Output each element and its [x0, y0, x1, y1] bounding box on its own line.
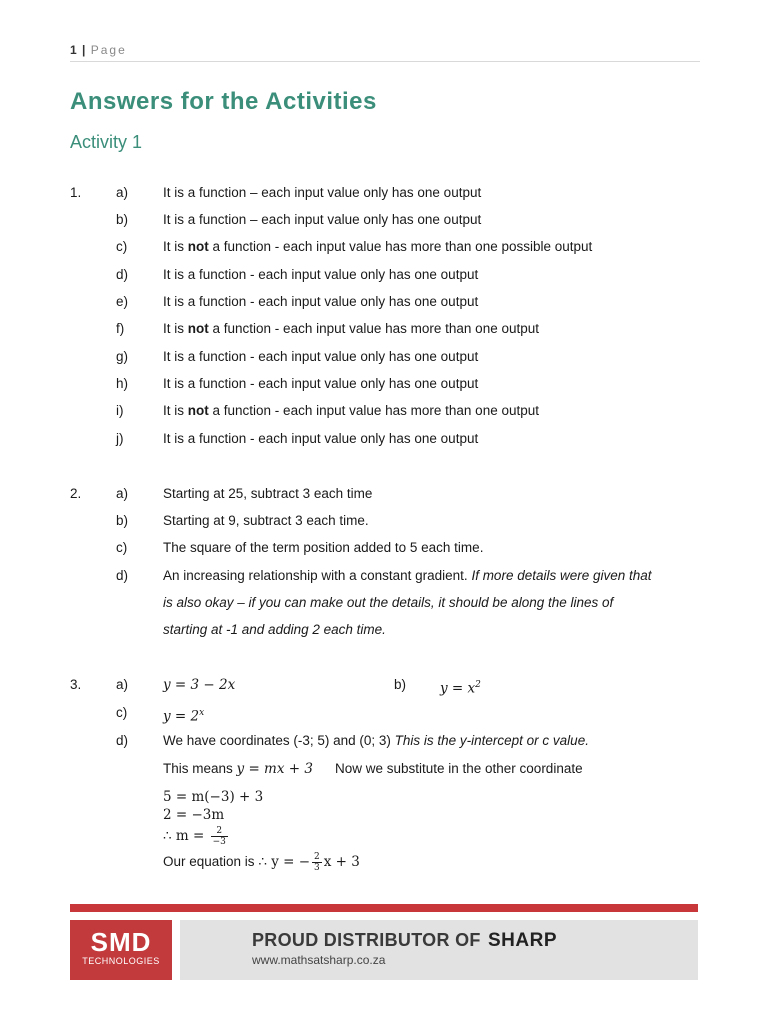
item-letter: j) [116, 431, 124, 446]
item-text [163, 759, 583, 779]
question-number: 2. [70, 486, 82, 501]
numerator: 2 [314, 852, 320, 862]
website-url[interactable]: www.mathsatsharp.co.za [252, 953, 386, 967]
question-number: 3. [70, 677, 82, 692]
math-part: = 3 − 2x [170, 677, 236, 693]
logo-subtext: TECHNOLOGIES [82, 956, 160, 966]
text-part: It is [163, 239, 188, 254]
item-letter: c) [116, 705, 128, 720]
text-part: It is [163, 321, 188, 336]
item-letter: a) [116, 677, 129, 692]
equation [163, 675, 235, 695]
activity-heading: Activity 1 [70, 132, 143, 152]
item-text: It is a function - each input value only has one output [163, 431, 479, 446]
item-letter: e) [116, 294, 129, 309]
item-text: It is a function - each input value only has one output [163, 267, 479, 282]
equation: 2 = −3m [163, 807, 225, 823]
item-letter: d) [116, 568, 129, 583]
equation [440, 675, 481, 699]
equation [258, 852, 360, 873]
text-part: Now we substitute in the other coordinate [334, 761, 583, 776]
not-emphasis: not [187, 239, 209, 254]
item-text: It is a function – each input value only has one output [163, 212, 482, 227]
exponent: x [199, 708, 205, 718]
logo-text: SMD [90, 927, 152, 957]
distributor-banner [180, 920, 698, 980]
item-letter: i) [116, 403, 124, 418]
page-title: Answers for the Activities [70, 88, 377, 115]
header-rule [70, 61, 700, 62]
math-part: ∴ m = [163, 828, 209, 844]
item-text: It is a function – each input value only has one output [163, 185, 482, 200]
item-letter: a) [116, 486, 129, 501]
equation [163, 703, 204, 727]
item-text: It is a function - each input value only has one output [163, 349, 479, 364]
item-letter: f) [116, 321, 125, 336]
item-text: Starting at 25, subtract 3 each time [163, 486, 373, 501]
text-part: a function - each input value has more than one output [208, 321, 539, 336]
footer-accent-bar [70, 904, 698, 912]
text-part: This means [163, 761, 237, 776]
italic-note: This is the y-intercept or c value. [394, 733, 589, 748]
math-part: = 2 [170, 708, 200, 725]
text-part: a function - each input value has more than one possible output [208, 239, 593, 254]
denominator: −3 [212, 837, 226, 847]
equation [163, 826, 230, 847]
text-part: Our equation is [163, 854, 259, 869]
smd-logo [70, 920, 172, 980]
item-letter: g) [116, 349, 129, 364]
item-text [163, 566, 652, 586]
item-letter: c) [116, 540, 128, 555]
question-number: 1. [70, 185, 82, 200]
item-text: Starting at 9, subtract 3 each time. [163, 513, 369, 528]
header-separator: | [82, 43, 87, 57]
item-text [163, 237, 592, 257]
item-letter: b) [116, 513, 129, 528]
page-header [70, 43, 127, 57]
text-part: a function - each input value has more than one output [208, 403, 539, 418]
sharp-brand: SHARP [487, 930, 557, 951]
item-letter: d) [116, 733, 129, 748]
fraction [211, 826, 228, 847]
italic-note: starting at -1 and adding 2 each time. [163, 622, 386, 637]
text-part: It is [163, 403, 188, 418]
fraction [312, 852, 322, 873]
page-number: 1 [70, 43, 78, 57]
denominator: 3 [314, 863, 320, 873]
item-text [163, 401, 539, 421]
text-part: An increasing relationship with a constant gradient. [163, 568, 468, 583]
item-text [163, 319, 539, 339]
item-letter: b) [394, 677, 407, 692]
banner-text: PROUD DISTRIBUTOR OF [252, 930, 481, 950]
math-part: ∴ y = − [258, 854, 311, 870]
italic-note: If more details were given that [467, 568, 652, 583]
equation: y = mx + 3 [236, 761, 313, 777]
math-part: y [440, 680, 448, 697]
italic-note: is also okay – if you can make out the details, it should be along the lines of [163, 595, 614, 610]
math-part: y [163, 708, 171, 725]
math-part: y [163, 677, 171, 693]
math-part: x + 3 [323, 854, 360, 870]
item-text: It is a function - each input value only has one output [163, 294, 479, 309]
item-text [163, 731, 589, 751]
item-letter: b) [116, 212, 129, 227]
text-part: We have coordinates (-3; 5) and (0; 3) [163, 733, 395, 748]
exponent: 2 [475, 680, 481, 690]
item-letter: a) [116, 185, 129, 200]
item-text: The square of the term position added to 5 each time. [163, 540, 484, 555]
numerator: 2 [211, 826, 228, 837]
math-part: = x [447, 680, 476, 697]
not-emphasis: not [187, 321, 209, 336]
banner-heading [252, 930, 557, 952]
item-letter: c) [116, 239, 128, 254]
item-text: It is a function - each input value only has one output [163, 376, 479, 391]
page-word: Page [90, 43, 127, 57]
not-emphasis: not [187, 403, 209, 418]
item-letter: d) [116, 267, 129, 282]
equation: 5 = m(−3) + 3 [163, 789, 264, 805]
item-text [163, 852, 360, 873]
item-letter: h) [116, 376, 129, 391]
